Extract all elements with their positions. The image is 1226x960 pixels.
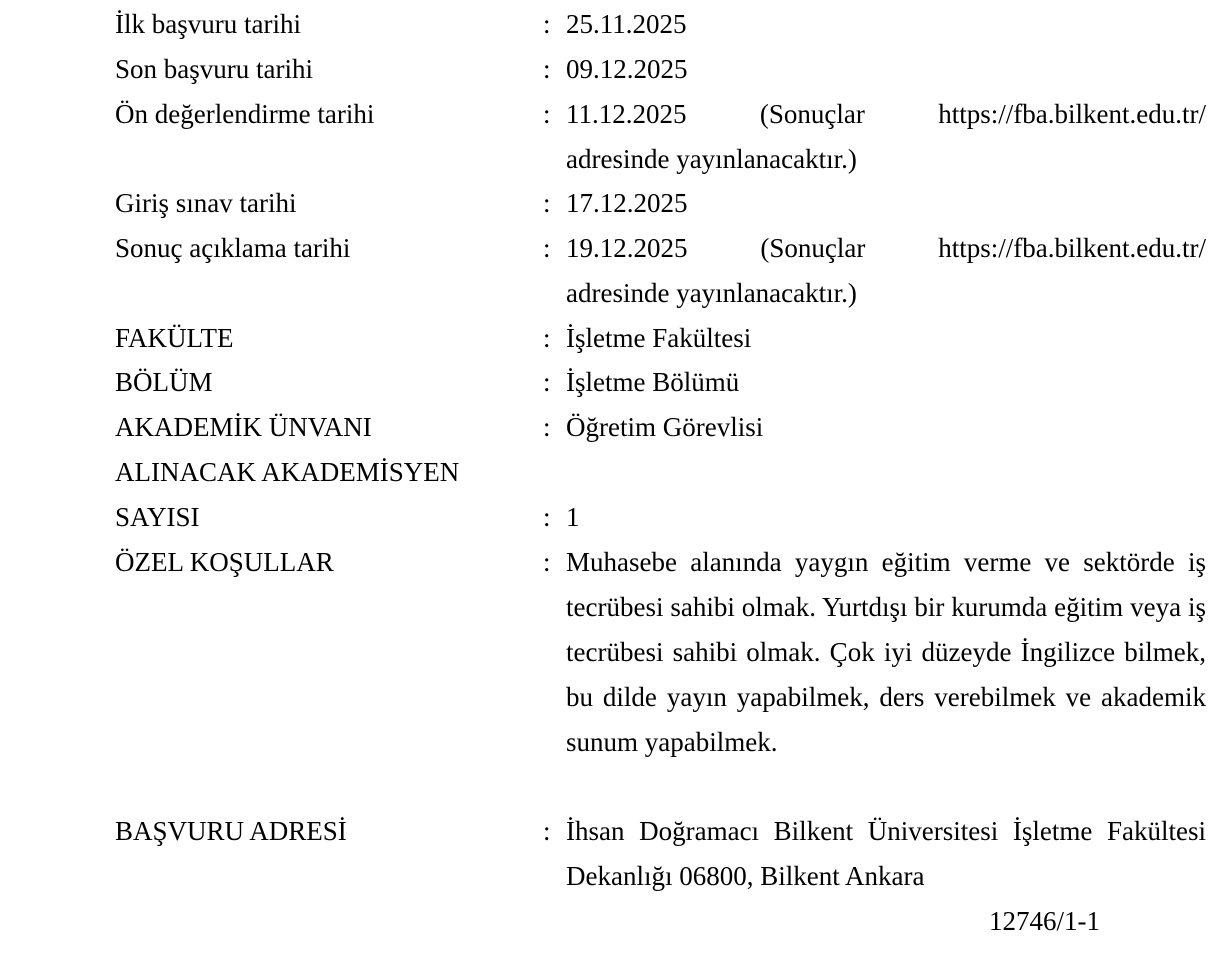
results-url: https://fba.bilkent.edu.tr/: [938, 233, 1206, 263]
reference-number: 12746/1-1: [989, 906, 1100, 936]
field-label-line1: ALINACAK AKADEMİSYEN: [115, 457, 460, 487]
colon: :: [543, 323, 551, 353]
date-value: 11.12.2025: [566, 99, 687, 129]
field-value: İşletme Bölümü: [566, 367, 740, 397]
results-note-continuation: adresinde yayınlanacaktır.): [566, 278, 857, 308]
colon: :: [543, 188, 551, 218]
field-value: 1: [566, 502, 580, 532]
field-label: ÖZEL KOŞULLAR: [115, 547, 334, 577]
date-value: 19.12.2025: [566, 233, 688, 263]
field-value: [566, 92, 1206, 182]
field-value: 25.11.2025: [566, 9, 687, 39]
colon: :: [543, 54, 551, 84]
results-note: (Sonuçlar: [760, 233, 866, 263]
field-label: BAŞVURU ADRESİ: [115, 816, 347, 846]
field-value: İhsan Doğramacı Bilkent Üniversitesi İşletme Fakültesi Dekanlığı 06800, Bilkent Ankara: [566, 816, 1206, 891]
colon: :: [543, 99, 551, 129]
field-value: [566, 226, 1206, 316]
field-value: İşletme Fakültesi: [566, 323, 752, 353]
field-label-line2: SAYISI: [115, 502, 200, 532]
field-label: Giriş sınav tarihi: [115, 188, 297, 218]
field-label: İlk başvuru tarihi: [115, 9, 301, 39]
colon: :: [543, 816, 551, 846]
colon: :: [543, 547, 551, 577]
colon: :: [543, 9, 551, 39]
colon: :: [543, 412, 551, 442]
field-label: BÖLÜM: [115, 367, 213, 397]
field-value: 09.12.2025: [566, 54, 688, 84]
field-label: Son başvuru tarihi: [115, 54, 313, 84]
results-note: (Sonuçlar: [759, 99, 865, 129]
colon: :: [543, 502, 551, 532]
field-value: Öğretim Görevlisi: [566, 412, 764, 442]
colon: :: [543, 233, 551, 263]
field-value: Muhasebe alanında yaygın eğitim verme ve sektörde iş tecrübesi sahibi olmak. Yurtdışı bir kurumda eğitim veya iş tecrübesi sahibi olmak. Çok iyi düzeyde İngilizce bilmek, bu dilde yayın yapabilmek, ders verebilmek ve akademik sunum yapabilmek.: [566, 547, 1206, 757]
field-value: 17.12.2025: [566, 188, 688, 218]
colon: :: [543, 367, 551, 397]
field-label: Ön değerlendirme tarihi: [115, 99, 375, 129]
results-note-continuation: adresinde yayınlanacaktır.): [566, 144, 857, 174]
field-label: AKADEMİK ÜNVANI: [115, 412, 372, 442]
results-url: https://fba.bilkent.edu.tr/: [938, 99, 1206, 129]
field-label: FAKÜLTE: [115, 323, 234, 353]
field-label: Sonuç açıklama tarihi: [115, 233, 351, 263]
